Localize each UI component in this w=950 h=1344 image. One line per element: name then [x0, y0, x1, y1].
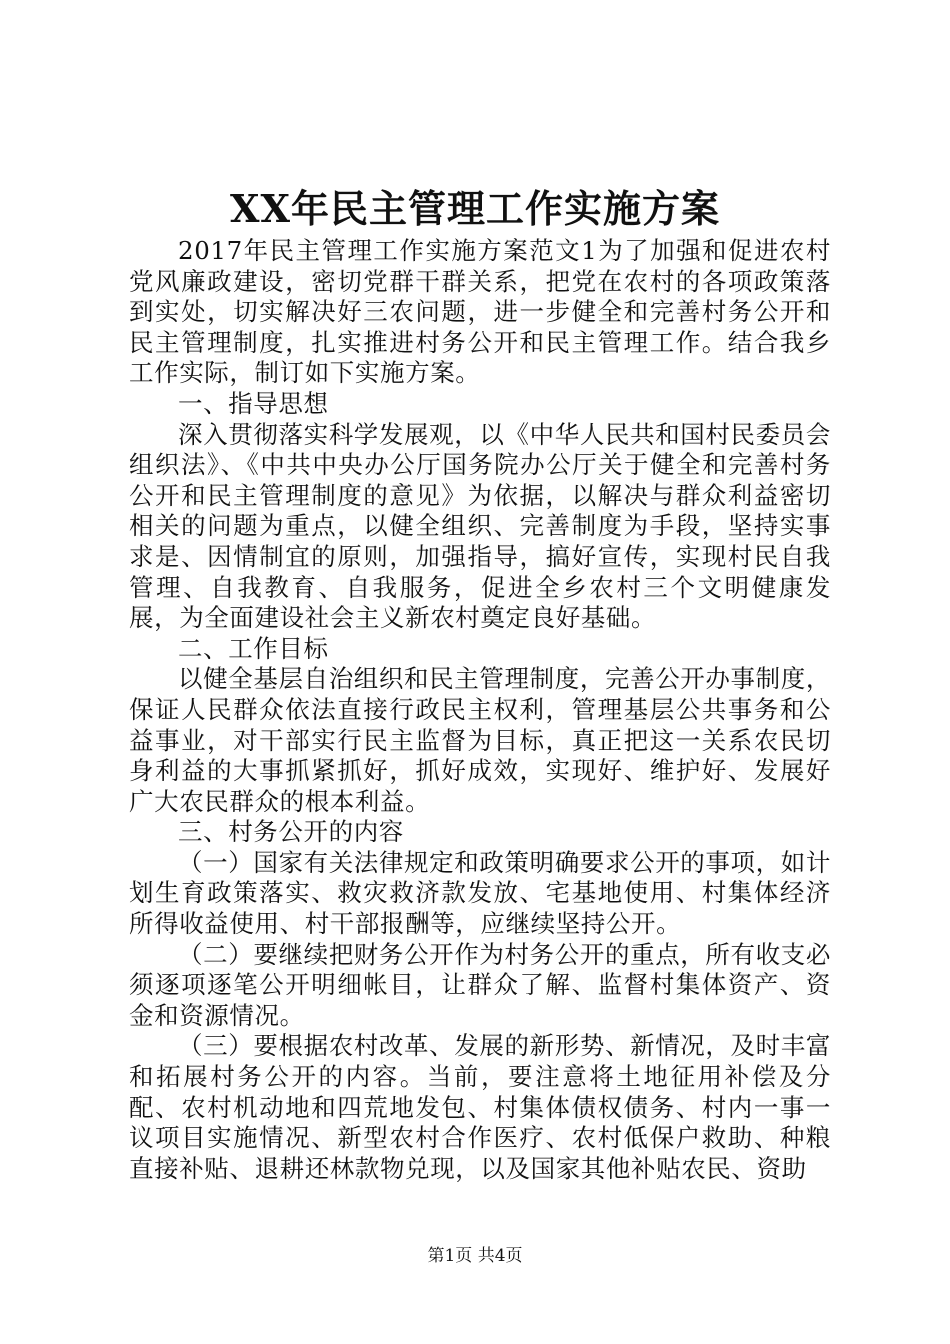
disclosure-item-1: （一）国家有关法律规定和政策明确要求公开的事项，如计划生育政策落实、救灾救济款发放、宅基地使用、村集体经济所得收益使用、村干部报酬等，应继续坚持公开。: [129, 847, 831, 939]
page-footer: 第1页 共4页: [427, 1246, 523, 1266]
section-heading-guiding-ideology: 一、指导思想: [178, 388, 329, 418]
disclosure-item-2: （二）要继续把财务公开作为村务公开的重点，所有收支必须逐项逐笔公开明细帐目，让群众了解、监督村集体资产、资金和资源情况。: [129, 939, 831, 1030]
section-heading-disclosure-content: 三、村务公开的内容: [178, 817, 404, 847]
disclosure-item-3: （三）要根据农村改革、发展的新形势、新情况，及时丰富和拓展村务公开的内容。当前，要注意将土地征用补偿及分配、农村机动地和四荒地发包、村集体债权债务、村内一事一议项目实施情况、新型农村合作医疗、农村低保户救助、种粮直接补贴、退耕还林款物兑现，以及国家其他补贴农民、资助: [129, 1031, 831, 1183]
guiding-ideology-paragraph: 深入贯彻落实科学发展观，以《中华人民共和国村民委员会组织法》、《中共中央办公厅国务院办公厅关于健全和完善村务公开和民主管理制度的意见》为依据，以解决与群众利益密切相关的问题为重点，以健全组织、完善制度为手段，坚持实事求是、因情制宜的原则，加强指导，搞好宣传，实现村民自我管理、自我教育、自我服务，促进全乡农村三个文明健康发展，为全面建设社会主义新农村奠定良好基础。: [129, 419, 831, 633]
document-body: [129, 236, 831, 1184]
section-heading-work-goals: 二、工作目标: [178, 633, 329, 663]
work-goals-paragraph: 以健全基层自治组织和民主管理制度，完善公开办事制度，保证人民群众依法直接行政民主权利，管理基层公共事务和公益事业，对干部实行民主监督为目标，真正把这一关系农民切身利益的大事抓紧抓好，抓好成效，实现好、维护好、发展好广大农民群众的根本利益。: [129, 664, 831, 816]
document-title: XX年民主管理工作实施方案: [230, 186, 720, 231]
intro-paragraph: 2017年民主管理工作实施方案范文1为了加强和促进农村党风廉政建设，密切党群干群关系，把党在农村的各项政策落到实处，切实解决好三农问题，进一步健全和完善村务公开和民主管理制度，扎实推进村务公开和民主管理工作。结合我乡工作实际，制订如下实施方案。: [129, 236, 831, 388]
